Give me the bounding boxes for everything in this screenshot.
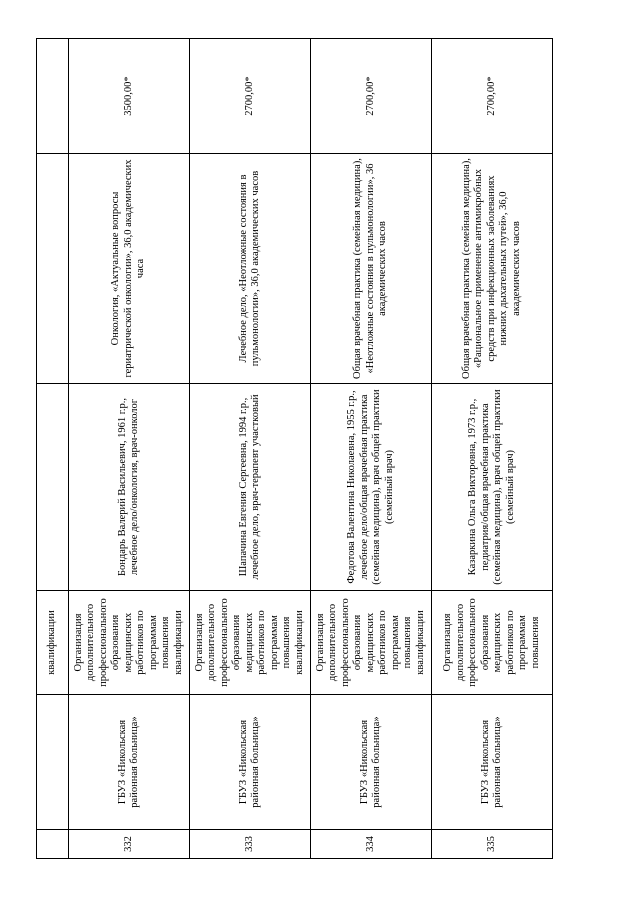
- header-document-cell: квалификации: [37, 591, 69, 695]
- course-cell: Онкология, «Актуальные вопросы гериатрической онкологии», 36,0 академических часа: [69, 154, 190, 384]
- table-row: [69, 39, 190, 859]
- education-document-cell: Организация дополнительного профессионального образования медицинских работников по программам повышения: [432, 591, 553, 695]
- education-document-cell: Организация дополнительного профессионального образования медицинских работников по программам повышения квалификации: [69, 591, 190, 695]
- row-number: 332: [69, 830, 190, 859]
- price-cell: 2700,00*: [311, 39, 432, 154]
- employee-cell: Бондарь Валерий Васильевич, 1961 г.р., лечебное дело/онкология, врач-онколог: [69, 384, 190, 591]
- organization-cell: ГБУЗ «Никольская районная больница»: [190, 695, 311, 830]
- row-number: 333: [190, 830, 311, 859]
- course-cell: Общая врачебная практика (семейная медицина), «Неотложные состояния в пульмонологии», 36 академических часов: [311, 154, 432, 384]
- course-cell: Общая врачебная практика (семейная медицина), «Рациональное применение антимикробных средств при инфекционных заболеваниях нижних дыхательных путей», 36,0 академических часов: [432, 154, 553, 384]
- data-table: [36, 38, 553, 859]
- row-number: 334: [311, 830, 432, 859]
- table-row-header: [37, 39, 69, 859]
- employee-cell: Шапачина Евгения Сергеевна, 1994 г.р., лечебное дело, врач-терапевт участковый: [190, 384, 311, 591]
- table-row: [432, 39, 553, 859]
- rotated-table-container: [36, 39, 552, 859]
- course-cell: Лечебное дело, «Неотложные состояния в пульмонологии», 36,0 академических часов: [190, 154, 311, 384]
- organization-cell: ГБУЗ «Никольская районная больница»: [432, 695, 553, 830]
- price-cell: 2700,00*: [190, 39, 311, 154]
- row-number: 335: [432, 830, 553, 859]
- employee-cell: Казаркина Ольга Викторовна, 1973 г.р., педиатрия/общая врачебная практика (семейная медицина), врач общей практики (семейный врач): [432, 384, 553, 591]
- education-document-cell: Организация дополнительного профессионального образования медицинских работников по программам повышения квалификации: [190, 591, 311, 695]
- organization-cell: ГБУЗ «Никольская районная больница»: [69, 695, 190, 830]
- header-price-cell: [37, 39, 69, 154]
- education-document-cell: Организация дополнительного профессионального образования медицинских работников по программам повышения квалификации: [311, 591, 432, 695]
- header-course-cell: [37, 154, 69, 384]
- header-num-cell: [37, 830, 69, 859]
- header-org-cell: [37, 695, 69, 830]
- price-cell: 2700,00*: [432, 39, 553, 154]
- table-row: [190, 39, 311, 859]
- price-cell: 3500,00*: [69, 39, 190, 154]
- organization-cell: ГБУЗ «Никольская районная больница»: [311, 695, 432, 830]
- employee-cell: Федотова Валентина Николаевна, 1955 г.р., лечебное дело/общая врачебная практика (семейная медицина), врач общей практики (семейный врач): [311, 384, 432, 591]
- header-employee-cell: [37, 384, 69, 591]
- table-row: [311, 39, 432, 859]
